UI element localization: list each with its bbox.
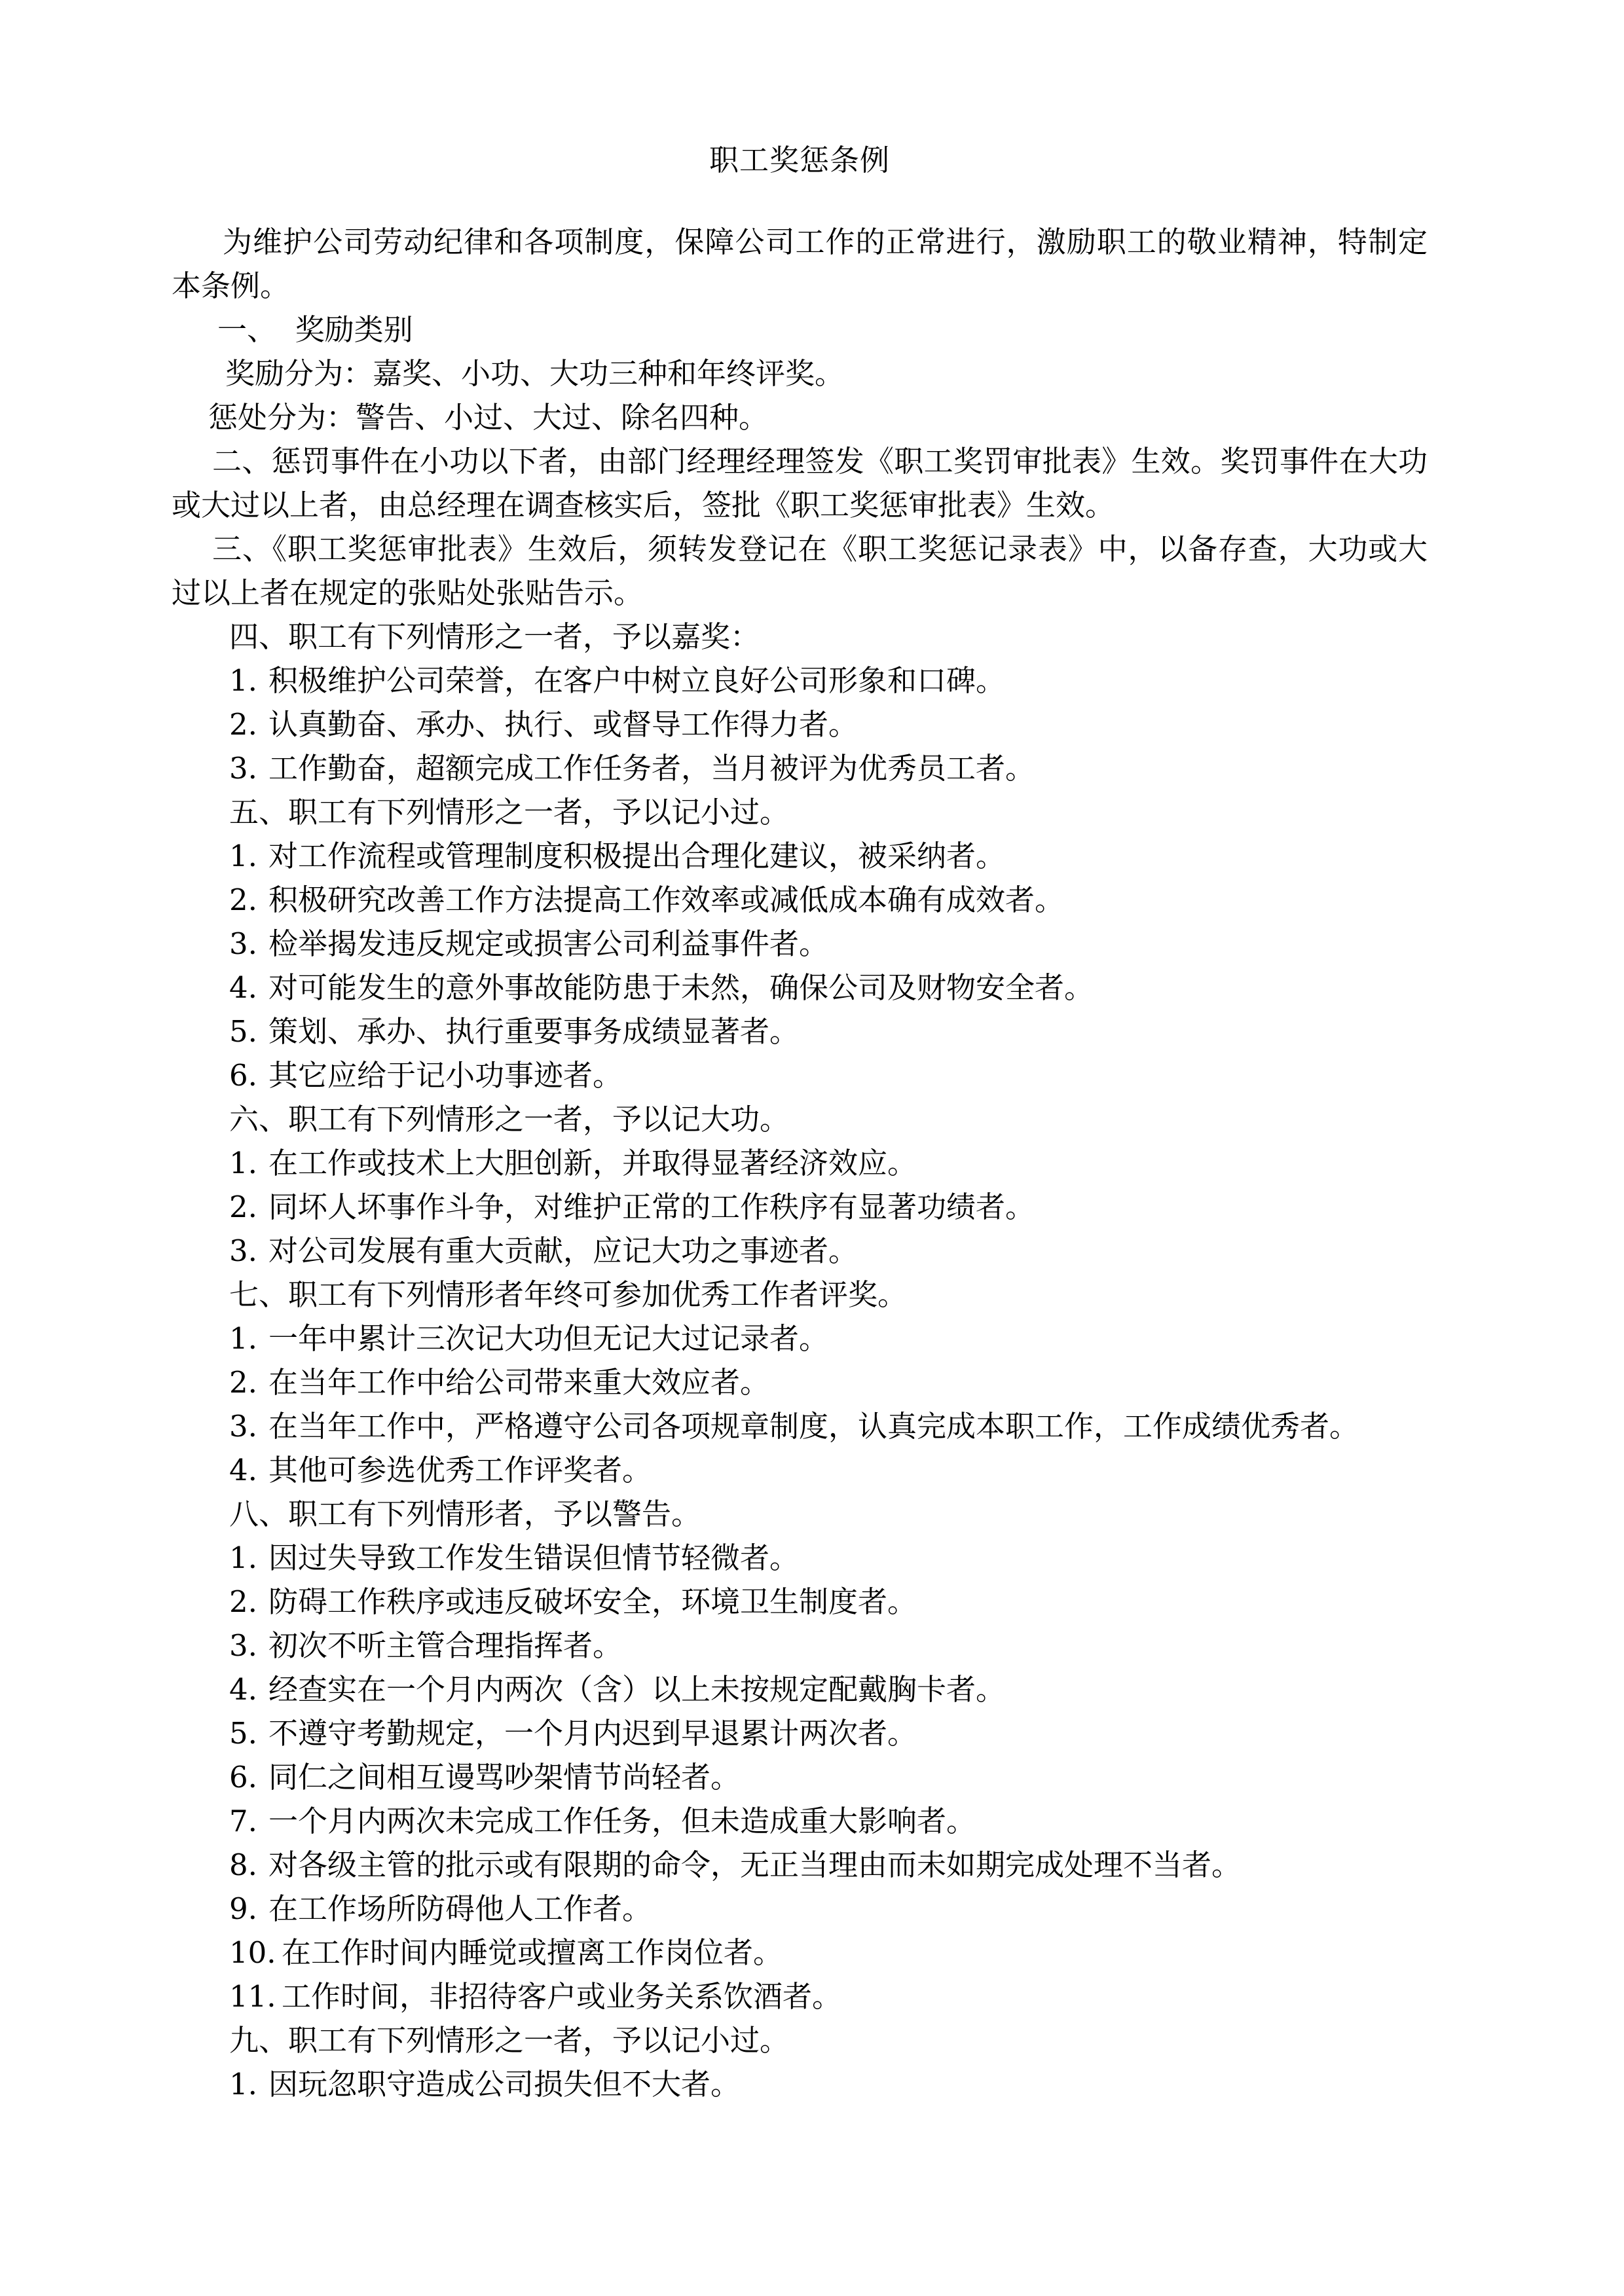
list-item — [172, 1185, 1428, 1229]
list-item — [172, 746, 1428, 790]
list-item — [172, 922, 1428, 966]
item-text: 经查实在一个月内两次（含）以上未按规定配戴胸卡者。 — [268, 1672, 1006, 1707]
list-item — [172, 1975, 1428, 2018]
item-number: 8. — [229, 1848, 257, 1882]
item-text: 一年中累计三次记大功但无记大过记录者。 — [268, 1321, 829, 1356]
item-text: 其他可参选优秀工作评奖者。 — [268, 1453, 652, 1487]
item-text: 在当年工作中给公司带来重大效应者。 — [268, 1365, 770, 1400]
item-text: 同仁之间相互谩骂吵架情节尚轻者。 — [268, 1760, 741, 1795]
list-item — [172, 1010, 1428, 1053]
item-text: 一个月内两次未完成工作任务，但未造成重大影响者。 — [268, 1804, 976, 1838]
section-4-heading: 四、职工有下列情形之一者，予以嘉奖： — [229, 619, 760, 654]
list-item — [172, 659, 1428, 702]
item-number: 1. — [229, 839, 257, 873]
item-number: 2. — [229, 883, 257, 917]
list-item — [172, 1887, 1428, 1931]
item-number: 10. — [229, 1935, 276, 1970]
item-text: 在工作场所防碍他人工作者。 — [268, 1891, 652, 1926]
document-title: 职工奖惩条例 — [709, 143, 890, 177]
item-number: 3. — [229, 751, 257, 786]
penalty-types-text: 惩处分为：警告、小过、大过、除名四种。 — [208, 400, 769, 435]
list-item — [172, 1536, 1428, 1580]
list-item — [172, 1141, 1428, 1185]
section-3-paragraph: 三、《职工奖惩审批表》生效后，须转发登记在《职工奖惩记录表》中，以备存查，大功或大过以上者在规定的张贴处张贴告示。 — [172, 532, 1428, 610]
item-text: 对公司发展有重大贡献，应记大功之事迹者。 — [268, 1233, 858, 1268]
intro-paragraph: 为维护公司劳动纪律和各项制度，保障公司工作的正常进行，激励职工的敬业精神，特制定本条例。 — [172, 225, 1428, 303]
item-number: 1. — [229, 1540, 257, 1575]
list-item — [172, 1229, 1428, 1273]
list-item — [172, 1667, 1428, 1711]
item-number: 3. — [229, 1233, 257, 1268]
item-text: 不遵守考勤规定，一个月内迟到早退累计两次者。 — [268, 1716, 917, 1751]
list-item — [172, 966, 1428, 1010]
item-number: 3. — [229, 1409, 257, 1444]
item-number: 3. — [229, 1628, 257, 1663]
list-item — [172, 878, 1428, 922]
item-number: 6. — [229, 1058, 257, 1093]
item-text: 初次不听主管合理指挥者。 — [268, 1628, 623, 1663]
item-text: 积极研究改善工作方法提高工作效率或减低成本确有成效者。 — [268, 883, 1065, 917]
item-text: 防碍工作秩序或违反破坏安全，环境卫生制度者。 — [268, 1584, 917, 1619]
list-item — [172, 1755, 1428, 1799]
item-text: 积极维护公司荣誉，在客户中树立良好公司形象和口碑。 — [268, 663, 1006, 698]
item-text: 认真勤奋、承办、执行、或督导工作得力者。 — [268, 707, 858, 742]
item-text: 对各级主管的批示或有限期的命令，无正当理由而未如期完成处理不当者。 — [268, 1848, 1242, 1882]
section-9-heading: 九、职工有下列情形之一者，予以记小过。 — [229, 2023, 790, 2058]
item-number: 1. — [229, 663, 257, 698]
list-item — [172, 1931, 1428, 1975]
reward-types-text: 奖励分为：嘉奖、小功、大功三种和年终评奖。 — [225, 356, 845, 391]
list-item — [172, 1624, 1428, 1667]
item-text: 工作时间，非招待客户或业务关系饮酒者。 — [282, 1979, 842, 2014]
section-8-heading: 八、职工有下列情形者，予以警告。 — [229, 1497, 701, 1531]
list-item — [172, 1580, 1428, 1624]
document-page — [172, 137, 1428, 2106]
section-2-paragraph: 二、惩罚事件在小功以下者，由部门经理经理签发《职工奖罚审批表》生效。奖罚事件在大功或大过以上者，由总经理在调查核实后，签批《职工奖惩审批表》生效。 — [172, 444, 1428, 522]
item-number: 4. — [229, 1672, 257, 1707]
list-item — [172, 1448, 1428, 1492]
list-item — [172, 1317, 1428, 1360]
item-number: 7. — [229, 1804, 257, 1838]
item-text: 在当年工作中，严格遵守公司各项规章制度，认真完成本职工作，工作成绩优秀者。 — [268, 1409, 1359, 1444]
item-number: 2. — [229, 1190, 257, 1224]
item-text: 在工作或技术上大胆创新，并取得显著经济效应。 — [268, 1146, 917, 1180]
item-number: 5. — [229, 1716, 257, 1751]
item-number: 2. — [229, 707, 257, 742]
item-number: 5. — [229, 1014, 257, 1049]
list-item — [172, 2062, 1428, 2106]
item-number: 2. — [229, 1584, 257, 1619]
item-number: 1. — [229, 1321, 257, 1356]
item-number: 4. — [229, 970, 257, 1005]
item-text: 在工作时间内睡觉或擅离工作岗位者。 — [282, 1935, 783, 1970]
section-6-heading: 六、职工有下列情形之一者，予以记大功。 — [229, 1102, 790, 1137]
item-number: 2. — [229, 1365, 257, 1400]
list-item — [172, 1360, 1428, 1404]
item-text: 工作勤奋，超额完成工作任务者，当月被评为优秀员工者。 — [268, 751, 1035, 786]
item-text: 因过失导致工作发生错误但情节轻微者。 — [268, 1540, 800, 1575]
item-number: 9. — [229, 1891, 257, 1926]
item-number: 6. — [229, 1760, 257, 1795]
item-number: 4. — [229, 1453, 257, 1487]
item-text: 检举揭发违反规定或损害公司利益事件者。 — [268, 926, 829, 961]
item-text: 其它应给于记小功事迹者。 — [268, 1058, 623, 1093]
item-number: 1. — [229, 2067, 257, 2102]
item-text: 策划、承办、执行重要事务成绩显著者。 — [268, 1014, 800, 1049]
list-item — [172, 702, 1428, 746]
item-text: 因玩忽职守造成公司损失但不大者。 — [268, 2067, 741, 2102]
list-item — [172, 1799, 1428, 1843]
list-item — [172, 1711, 1428, 1755]
item-text: 同坏人坏事作斗争，对维护正常的工作秩序有显著功绩者。 — [268, 1190, 1035, 1224]
section-7-heading: 七、职工有下列情形者年终可参加优秀工作者评奖。 — [229, 1277, 908, 1312]
item-text: 对工作流程或管理制度积极提出合理化建议，被采纳者。 — [268, 839, 1006, 873]
item-number: 3. — [229, 926, 257, 961]
section-1-heading: 一、 奖励类别 — [217, 312, 413, 347]
list-item — [172, 1053, 1428, 1097]
item-number: 1. — [229, 1146, 257, 1180]
section-5-heading: 五、职工有下列情形之一者，予以记小过。 — [229, 795, 790, 829]
list-item — [172, 834, 1428, 878]
list-item — [172, 1404, 1428, 1448]
list-item — [172, 1843, 1428, 1887]
item-text: 对可能发生的意外事故能防患于未然，确保公司及财物安全者。 — [268, 970, 1094, 1005]
item-number: 11. — [229, 1979, 276, 2014]
